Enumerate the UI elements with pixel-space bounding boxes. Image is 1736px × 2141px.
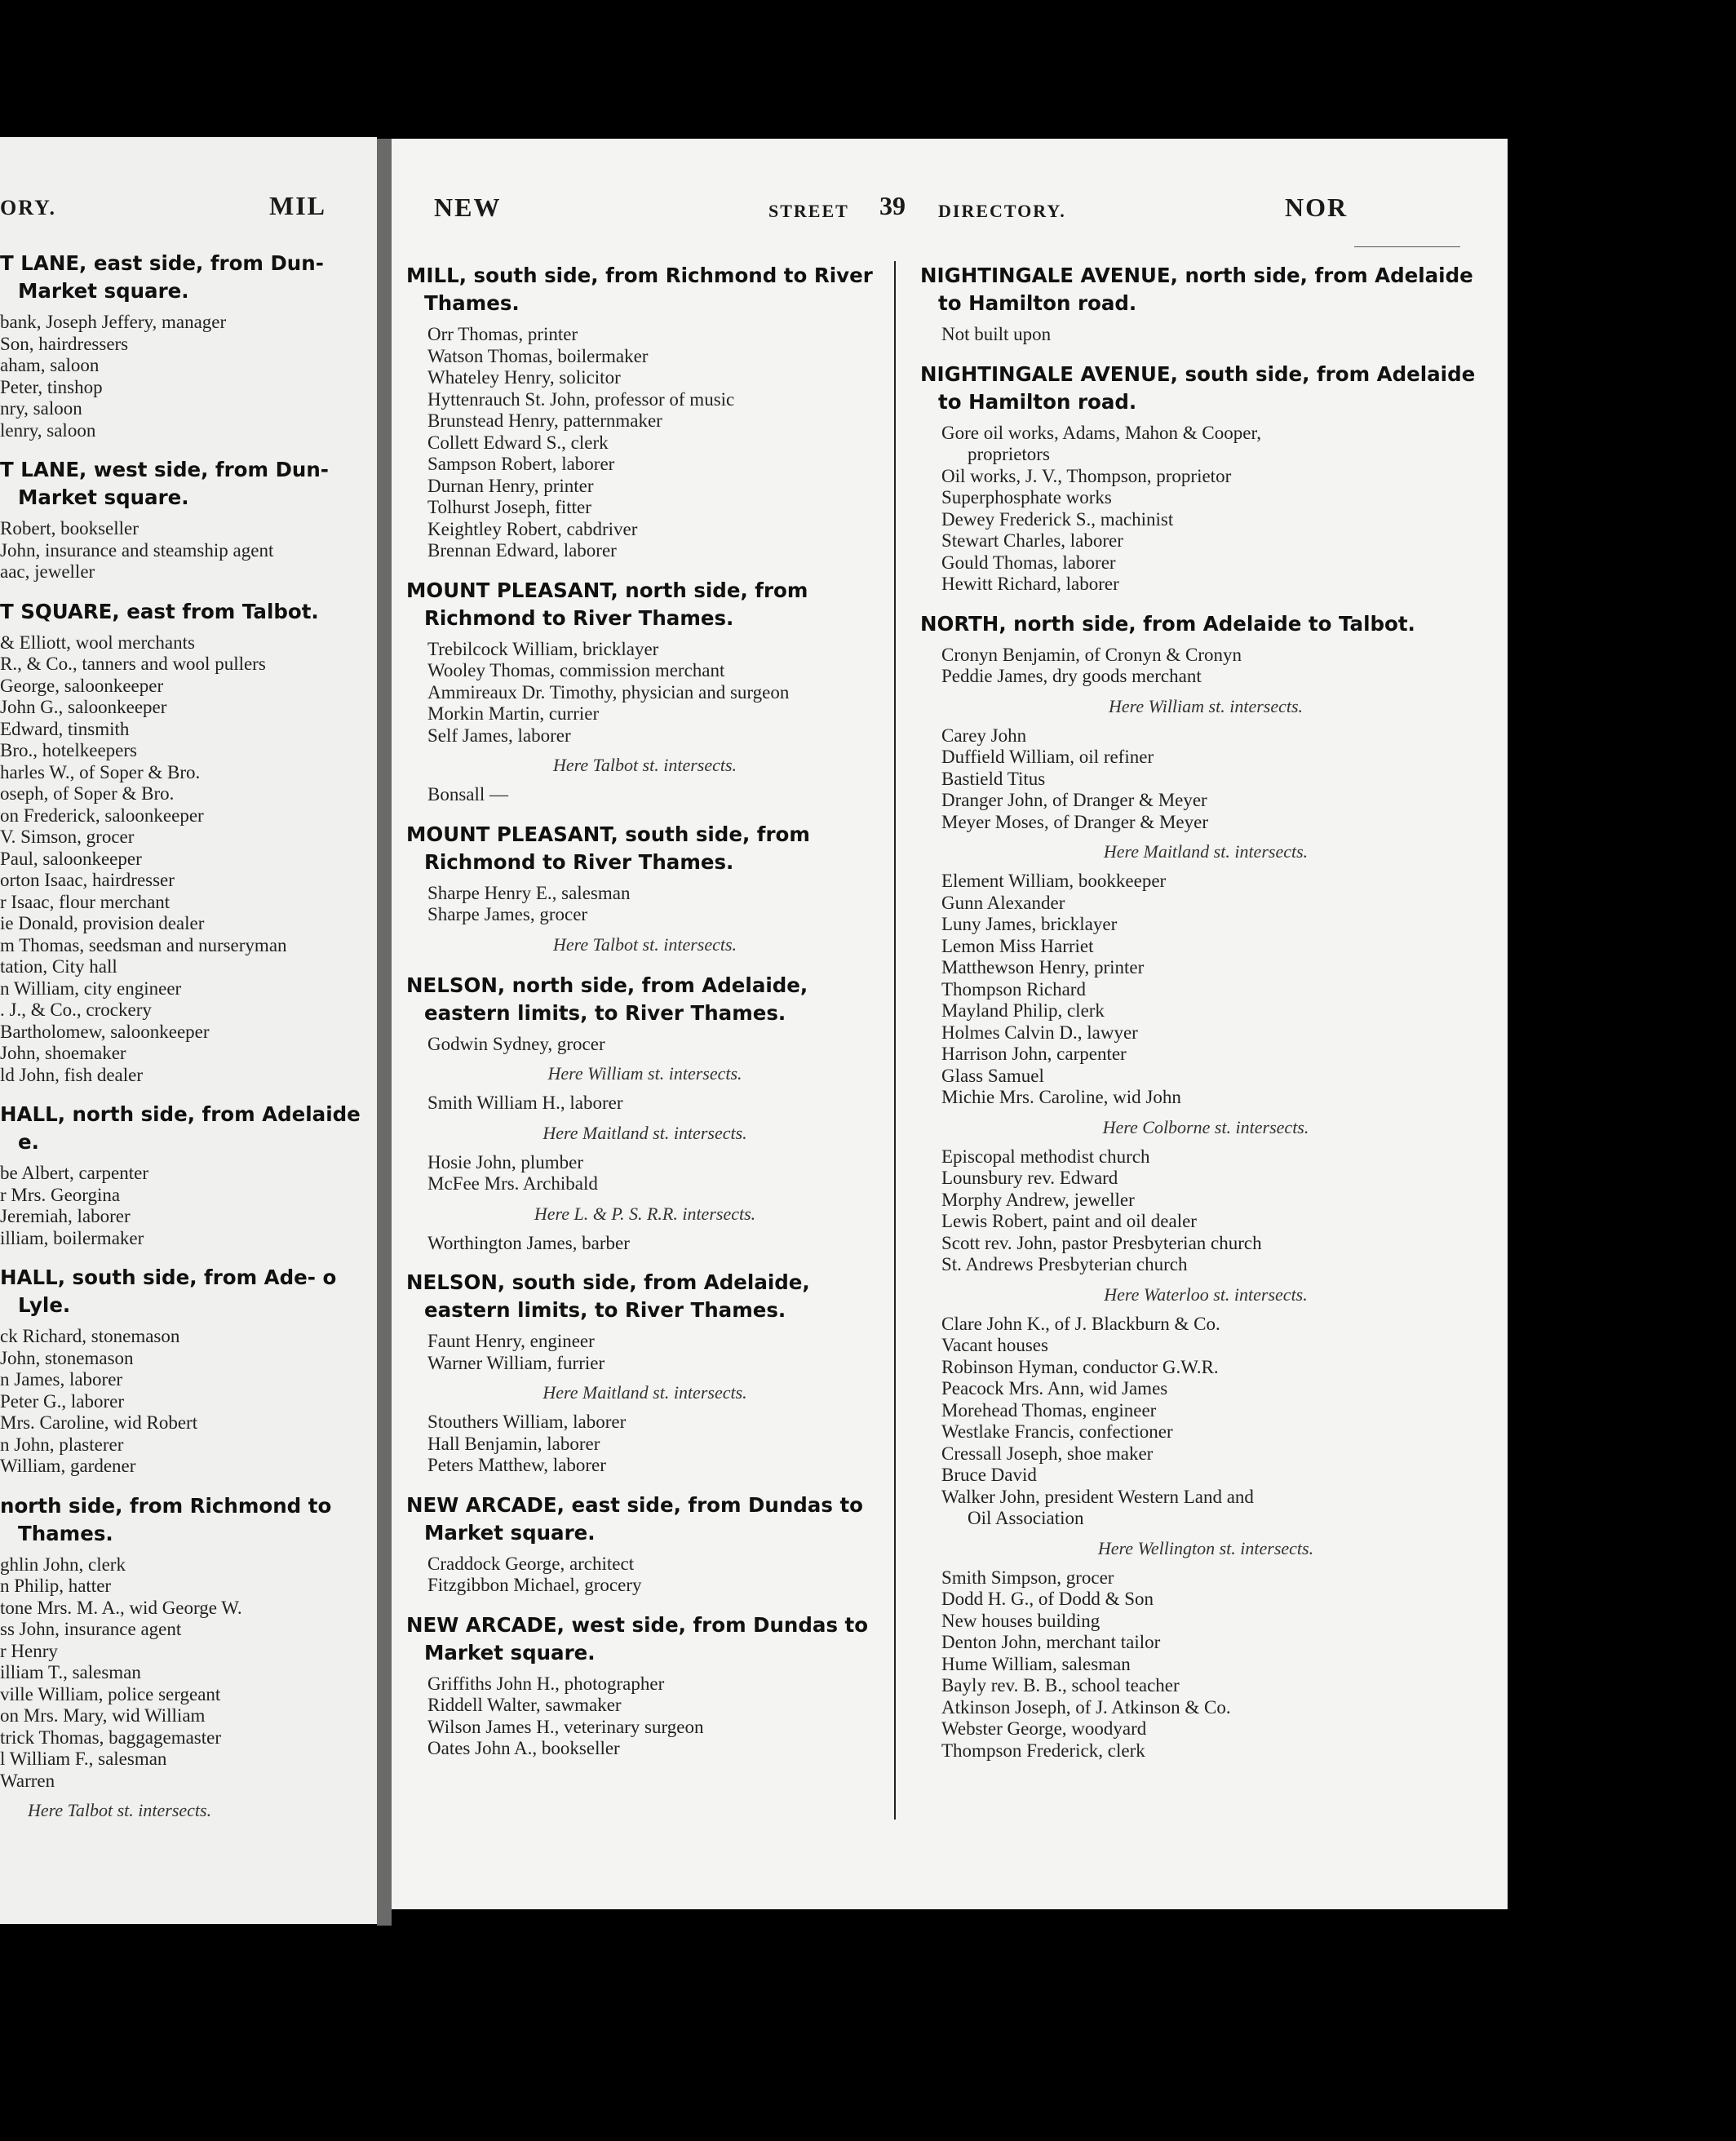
street-section [406,262,884,562]
book-spine [377,139,392,1926]
directory-entry: Oates John A., bookseller [427,1738,620,1758]
directory-entry: bank, Joseph Jeffery, manager [0,312,227,332]
directory-entry: John, shoemaker [0,1043,126,1063]
directory-entry: Durnan Henry, printer [427,475,594,496]
directory-entry: Meyer Moses, of Dranger & Meyer [941,811,1209,832]
directory-entry: Webster George, woodyard [941,1718,1147,1739]
street-heading: MOUNT PLEASANT, south side, from Richmond to River Thames. [406,822,810,874]
directory-entry: Episcopal methodist church [941,1146,1150,1167]
street-heading: NIGHTINGALE AVENUE, south side, from Adelaide to Hamilton road. [920,361,1476,414]
directory-entry: nry, saloon [0,398,82,419]
directory-entry: Sharpe Henry E., salesman [427,882,631,903]
right-page [392,139,1508,1909]
directory-entry: aac, jeweller [0,561,95,582]
directory-entry: Orr Thomas, printer [427,324,578,344]
directory-entry: Bruce David [941,1465,1037,1485]
directory-entry: Lemon Miss Harriet [941,935,1094,956]
street-section [0,1492,370,1824]
street-section [0,598,370,1087]
directory-entry: Watson Thomas, boilermaker [427,345,649,366]
directory-entry: Son, hairdressers [0,333,129,354]
directory-entry: be Albert, carpenter [0,1163,148,1183]
directory-entry: Dewey Frederick S., machinist [941,508,1174,530]
directory-entry: Not built upon [941,324,1052,344]
directory-entry: proprietors [968,444,1050,464]
street-section [920,610,1491,1762]
street-section [406,821,884,957]
directory-entry: Mrs. Caroline, wid Robert [0,1412,198,1433]
directory-entry: Peddie James, dry goods merchant [941,666,1202,686]
left-column [0,245,370,1837]
street-heading: HALL, south side, from Ade- o Lyle. [0,1266,337,1317]
street-section [0,1101,370,1249]
directory-entry: Michie Mrs. Caroline, wid John [941,1087,1181,1107]
directory-entry: Edward, tinsmith [0,718,130,739]
street-section [406,577,884,806]
directory-entry: Hewitt Richard, laborer [941,574,1119,594]
intersection-note: Here Colborne st. intersects. [1102,1116,1309,1137]
directory-entry: ville William, police sergeant [0,1683,221,1704]
directory-entry: Brennan Edward, laborer [427,540,617,561]
street-heading: NEW ARCADE, east side, from Dundas to Market square. [406,1492,863,1545]
directory-entry: Stouthers William, laborer [427,1412,627,1432]
directory-entry: Lounsbury rev. Edward [941,1168,1118,1188]
directory-entry: . J., & Co., crockery [0,1000,152,1020]
directory-entry: n Philip, hatter [0,1576,112,1596]
header-street: STREET [768,201,849,221]
directory-entry: Robert, bookseller [0,518,139,539]
directory-entry: Hyttenrauch St. John, professor of music [427,388,735,410]
intersection-note: Here Maitland st. intersects. [1103,841,1309,862]
street-heading: NIGHTINGALE AVENUE, north side, from Adelaide to Hamilton road. [920,264,1473,315]
street-section [0,1264,370,1478]
directory-entry: tation, City hall [0,956,117,977]
directory-entry: Duffield William, oil refiner [941,747,1154,767]
intersection-note: Here William st. intersects. [547,1063,742,1084]
directory-entry: Hume William, salesman [941,1653,1131,1674]
left-page [0,137,377,1924]
directory-entry: r Isaac, flour merchant [0,891,170,912]
directory-entry: n James, laborer [0,1369,123,1390]
directory-entry: Craddock George, architect [427,1553,635,1574]
middle-column [406,257,884,1775]
street-section [0,456,370,583]
street-heading: north side, from Richmond to Thames. [0,1493,332,1545]
directory-entry: Element William, bookkeeper [941,871,1167,891]
street-heading: T LANE, east side, from Dun- Market square. [0,251,324,303]
directory-entry: John, insurance and steamship agent [0,539,274,561]
header-left: NEW [434,193,502,222]
directory-entry: Morehead Thomas, engineer [941,1399,1157,1421]
street-section [406,1492,884,1597]
directory-entry: ghlin John, clerk [0,1554,126,1575]
directory-entry: Bastield Titus [941,768,1046,789]
intersection-note: Here Talbot st. intersects. [552,755,737,775]
directory-entry: Godwin Sydney, grocer [427,1033,605,1054]
directory-entry: l William F., salesman [0,1749,167,1769]
directory-entry: ld John, fish dealer [0,1064,144,1085]
directory-entry: Bro., hotelkeepers [0,740,137,760]
directory-entry: Wilson James H., veterinary surgeon [427,1716,704,1737]
directory-entry: Gore oil works, Adams, Mahon & Cooper, [941,422,1261,443]
directory-entry: Faunt Henry, engineer [427,1331,595,1351]
directory-entry: William, gardener [0,1456,136,1476]
directory-entry: n William, city engineer [0,977,182,999]
left-header-right: MIL [269,191,326,220]
directory-entry: Sampson Robert, laborer [427,454,615,474]
directory-entry: Clare John K., of J. Blackburn & Co. [941,1313,1220,1334]
directory-entry: aham, saloon [0,355,100,375]
directory-entry: Thompson Frederick, clerk [941,1740,1145,1761]
directory-entry: illiam T., salesman [0,1662,141,1682]
directory-entry: Thompson Richard [941,978,1086,1000]
directory-entry: Gunn Alexander [941,892,1065,913]
directory-entry: McFee Mrs. Archibald [427,1173,598,1194]
directory-entry: Lewis Robert, paint and oil dealer [941,1211,1197,1231]
directory-entry: illiam, boilermaker [0,1227,144,1248]
directory-entry: Morkin Martin, currier [427,703,600,724]
directory-entry: Stewart Charles, laborer [941,530,1123,551]
page-number: 39 [879,191,906,220]
street-heading: NELSON, north side, from Adelaide, eastern limits, to River Thames. [406,973,808,1025]
directory-entry: Atkinson Joseph, of J. Atkinson & Co. [941,1696,1231,1718]
directory-entry: Fitzgibbon Michael, grocery [427,1575,642,1595]
directory-entry: Cronyn Benjamin, of Cronyn & Cronyn [941,644,1242,665]
directory-entry: Mayland Philip, clerk [941,1000,1105,1021]
street-section [0,250,370,441]
directory-entry: Keightley Robert, cabdriver [427,518,638,539]
left-header-left: ORY. [0,196,56,219]
directory-entry: ck Richard, stonemason [0,1326,180,1346]
directory-entry: Self James, laborer [427,725,571,746]
directory-entry: Paul, saloonkeeper [0,848,142,869]
street-heading: NORTH, north side, from Adelaide to Talbot. [920,611,1415,636]
directory-entry: John G., saloonkeeper [0,697,167,717]
street-section [406,972,884,1255]
directory-entry: m Thomas, seedsman and nurseryman [0,934,287,955]
intersection-note: Here William st. intersects. [1108,695,1304,716]
directory-entry: Bartholomew, saloonkeeper [0,1021,210,1042]
street-heading: MOUNT PLEASANT, north side, from Richmond to River Thames. [406,578,808,630]
directory-entry: V. Simson, grocer [0,827,135,847]
directory-entry: George, saloonkeeper [0,675,164,696]
street-section [406,1269,884,1477]
directory-entry: Bonsall — [427,784,509,805]
directory-entry: Smith Simpson, grocer [941,1567,1114,1588]
street-section [406,1611,884,1760]
directory-entry: Cressall Joseph, shoe maker [941,1443,1154,1464]
street-heading: NEW ARCADE, west side, from Dundas to Market square. [406,1612,869,1664]
directory-entry: orton Isaac, hairdresser [0,870,175,890]
directory-entry: Collett Edward S., clerk [427,432,609,453]
directory-entry: Trebilcock William, bricklayer [427,638,659,659]
directory-entry: St. Andrews Presbyterian church [941,1254,1188,1274]
street-heading: T LANE, west side, from Dun- Market square. [0,458,329,509]
directory-entry: Tolhurst Joseph, fitter [427,497,591,517]
intersection-note: Here Talbot st. intersects. [552,933,737,955]
directory-entry: on Mrs. Mary, wid William [0,1705,206,1726]
directory-entry: ie Donald, provision dealer [0,913,205,933]
directory-entry: Robinson Hyman, conductor G.W.R. [941,1356,1219,1377]
directory-entry: Glass Samuel [941,1065,1044,1086]
directory-entry: n John, plasterer [0,1434,124,1455]
right-column [920,257,1491,1776]
directory-entry: Sharpe James, grocer [427,904,588,924]
street-heading: MILL, south side, from Richmond to River Thames. [406,264,873,315]
street-heading: NELSON, south side, from Adelaide, eastern limits, to River Thames. [406,1270,810,1322]
directory-entry: Wooley Thomas, commission merchant [427,660,725,680]
directory-entry: Warren [0,1770,55,1791]
directory-entry: Carey John [941,725,1027,746]
directory-entry: Morphy Andrew, jeweller [941,1189,1135,1210]
intersection-note: Here Maitland st. intersects. [542,1122,747,1143]
directory-entry: Brunstead Henry, patternmaker [427,410,662,431]
column-divider [894,261,896,1820]
directory-entry: Oil works, J. V., Thompson, proprietor [941,465,1232,486]
directory-entry: Peacock Mrs. Ann, wid James [941,1378,1168,1399]
header-right: NOR [1285,193,1348,222]
directory-entry: Superphosphate works [941,487,1112,508]
directory-entry: John, stonemason [0,1347,134,1368]
directory-entry: Griffiths John H., photographer [427,1673,665,1694]
header-directory: DIRECTORY. [938,201,1066,221]
street-section [920,262,1491,346]
directory-entry: Holmes Calvin D., lawyer [941,1022,1138,1043]
intersection-note: Here Maitland st. intersects. [542,1382,747,1403]
directory-entry: Peter G., laborer [0,1390,124,1412]
directory-entry: tone Mrs. M. A., wid George W. [0,1597,242,1618]
directory-entry: Warner William, furrier [427,1352,605,1373]
directory-entry: Dodd H. G., of Dodd & Son [941,1589,1154,1609]
header-rule [1354,246,1460,247]
directory-entry: Vacant houses [941,1335,1048,1355]
directory-entry: Matthewson Henry, printer [941,957,1145,977]
directory-entry: lenry, saloon [0,419,96,441]
intersection-note: Here Talbot st. intersects. [28,1800,212,1820]
directory-entry: r Henry [0,1640,58,1661]
directory-entry: ss John, insurance agent [0,1619,182,1639]
directory-entry: Dranger John, of Dranger & Meyer [941,790,1207,810]
directory-entry: Denton John, merchant tailor [941,1632,1161,1652]
intersection-note: Here Waterloo st. intersects. [1104,1283,1308,1305]
directory-entry: Gould Thomas, laborer [941,552,1116,573]
directory-entry: Harrison John, carpenter [941,1044,1127,1064]
directory-entry: Jeremiah, laborer [0,1206,131,1226]
directory-entry: Worthington James, barber [427,1232,630,1253]
street-heading: HALL, north side, from Adelaide e. [0,1102,361,1154]
street-heading: T SQUARE, east from Talbot. [0,599,319,623]
directory-entry: Peters Matthew, laborer [427,1455,606,1475]
directory-entry: Hall Benjamin, laborer [427,1433,600,1454]
directory-entry: New houses building [941,1610,1100,1631]
directory-entry: Ammireaux Dr. Timothy, physician and surgeon [427,681,790,703]
directory-entry: Westlake Francis, confectioner [941,1421,1173,1442]
directory-entry: on Frederick, saloonkeeper [0,805,204,826]
street-section [920,361,1491,596]
directory-entry: Peter, tinshop [0,376,103,397]
directory-entry: harles W., of Soper & Bro. [0,761,201,782]
directory-entry: & Elliott, wool merchants [0,632,195,653]
directory-entry: Riddell Walter, sawmaker [427,1695,622,1715]
directory-entry: r Mrs. Georgina [0,1184,121,1205]
intersection-note: Here Wellington st. intersects. [1097,1537,1314,1558]
directory-entry: Oil Association [968,1508,1084,1528]
directory-entry: Smith William H., laborer [427,1093,623,1113]
directory-entry: Scott rev. John, pastor Presbyterian church [941,1232,1262,1253]
directory-entry: oseph, of Soper & Bro. [0,783,175,804]
directory-entry: Whateley Henry, solicitor [427,367,621,388]
directory-entry: R., & Co., tanners and wool pullers [0,654,266,674]
directory-entry: Hosie John, plumber [427,1151,584,1172]
directory-entry: trick Thomas, baggagemaster [0,1727,222,1748]
directory-entry: Bayly rev. B. B., school teacher [941,1675,1180,1696]
directory-entry: Luny James, bricklayer [941,914,1118,934]
directory-entry: Walker John, president Western Land and [941,1486,1254,1507]
intersection-note: Here L. & P. S. R.R. intersects. [534,1203,756,1224]
